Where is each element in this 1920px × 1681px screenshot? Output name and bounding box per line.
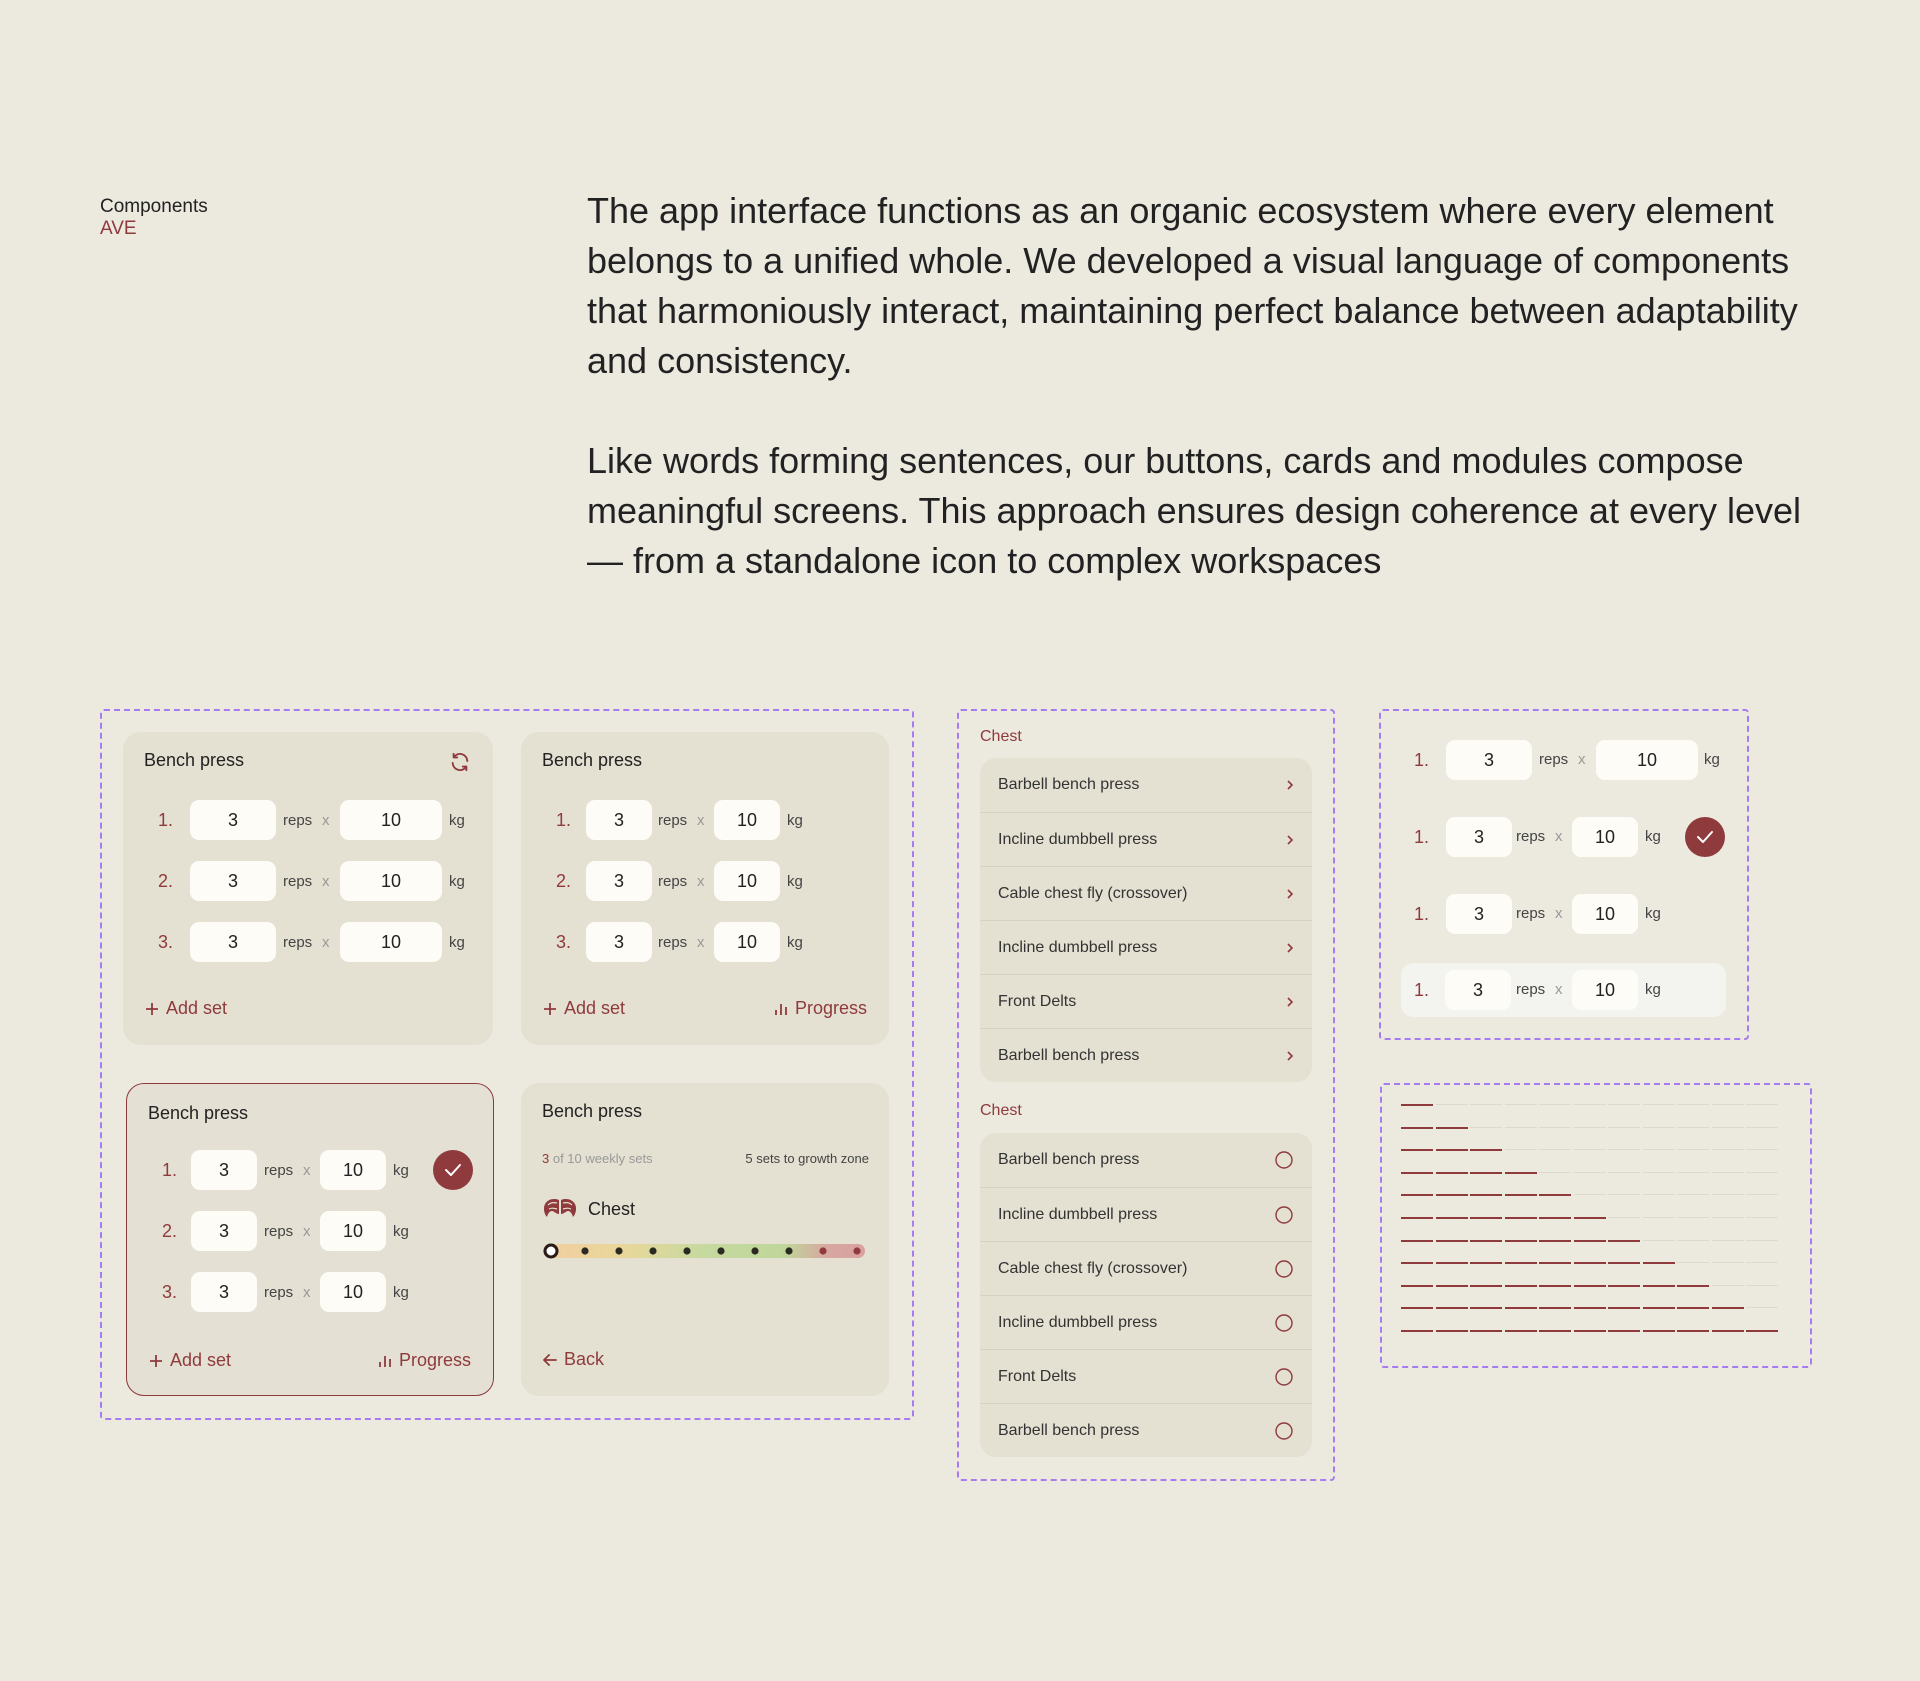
radio-icon	[1274, 1259, 1294, 1279]
set-number: 2.	[158, 870, 174, 891]
volume-bar-empty	[1574, 1149, 1606, 1150]
volume-bar-empty	[1746, 1194, 1778, 1195]
volume-bar-filled	[1505, 1217, 1537, 1219]
track-dot	[785, 1247, 792, 1254]
reps-input[interactable]: 3	[190, 861, 276, 901]
set-row-completed	[1402, 817, 1726, 857]
weight-input[interactable]: 10	[340, 861, 442, 901]
volume-bar-empty	[1712, 1149, 1744, 1150]
reps-unit: reps	[1516, 981, 1546, 998]
reps-unit: reps	[283, 933, 313, 951]
weight-input[interactable]: 10	[714, 922, 780, 962]
intro-paragraph-2: Like words forming sentences, our buttons, cards and modules compose meaningful screens. This approach ensures design coherence at every level — from a standalone icon to complex workspaces	[587, 440, 1802, 581]
plus-icon	[149, 1354, 163, 1368]
exercise-card-editable	[123, 732, 493, 1045]
radio-icon	[1274, 1150, 1294, 1170]
volume-bar-empty	[1608, 1217, 1640, 1218]
chevron-right-icon	[1286, 888, 1294, 900]
volume-bar-filled	[1677, 1285, 1709, 1287]
track-dot	[751, 1247, 758, 1254]
chevron-right-icon	[1286, 779, 1294, 791]
volume-bar-empty	[1643, 1149, 1675, 1150]
track-dot	[717, 1247, 724, 1254]
reps-input[interactable]: 3	[1446, 817, 1512, 857]
volume-bar-empty	[1539, 1172, 1571, 1173]
times-sign: x	[322, 811, 330, 829]
reps-unit: reps	[658, 933, 688, 951]
times-sign: x	[322, 933, 330, 951]
volume-bar-filled	[1401, 1240, 1433, 1242]
weight-input[interactable]: 10	[340, 800, 442, 840]
volume-bar-empty	[1539, 1149, 1571, 1150]
weight-input[interactable]: 10	[714, 861, 780, 901]
add-set-button[interactable]	[543, 998, 625, 1019]
kg-unit: kg	[787, 811, 803, 829]
reps-unit: reps	[283, 872, 313, 890]
track-dot	[581, 1247, 588, 1254]
times-sign: x	[1555, 981, 1563, 998]
volume-bar-filled	[1401, 1194, 1433, 1196]
volume-bar-empty	[1712, 1127, 1744, 1128]
reps-input[interactable]: 3	[1445, 970, 1511, 1010]
list-item-label: Barbell bench press	[998, 1421, 1140, 1439]
volume-bar-filled	[1401, 1307, 1433, 1309]
weekly-sets-count	[542, 1151, 653, 1166]
volume-bar-empty	[1746, 1149, 1778, 1150]
reps-input[interactable]: 3	[191, 1211, 257, 1251]
list-item-label: Incline dumbbell press	[998, 938, 1158, 956]
kg-unit: kg	[449, 872, 465, 890]
volume-bar-filled	[1539, 1330, 1571, 1332]
volume-bar-filled	[1436, 1330, 1468, 1332]
volume-bar-filled	[1436, 1149, 1468, 1151]
volume-bar-filled	[1401, 1104, 1433, 1106]
volume-bar-filled	[1539, 1240, 1571, 1242]
bar-chart-icon	[774, 1002, 788, 1016]
intro-text	[587, 186, 1837, 586]
set-number: 1.	[556, 809, 572, 830]
chest-muscle-icon	[542, 1197, 578, 1221]
volume-bar-empty	[1677, 1194, 1709, 1195]
volume-bar-filled	[1539, 1262, 1571, 1264]
reps-unit: reps	[658, 811, 688, 829]
volume-bar-filled	[1505, 1194, 1537, 1196]
volume-bar-empty	[1712, 1194, 1744, 1195]
volume-bar-filled	[1712, 1330, 1744, 1332]
set-complete-button[interactable]	[433, 1150, 473, 1190]
progress-label: Progress	[794, 998, 867, 1018]
set-number: 1.	[162, 1159, 178, 1180]
volume-bar-empty	[1712, 1172, 1744, 1173]
set-number: 1.	[1414, 750, 1430, 770]
times-sign: x	[697, 933, 705, 951]
set-row-default	[1402, 740, 1726, 780]
list-item-label: Incline dumbbell press	[998, 1205, 1158, 1223]
sets-text: of 10 weekly sets	[549, 1151, 653, 1166]
set-number: 1.	[1414, 980, 1430, 1000]
volume-bar-empty	[1643, 1217, 1675, 1218]
reps-unit: reps	[658, 872, 688, 890]
volume-bar-empty	[1608, 1194, 1640, 1195]
volume-bar-filled	[1643, 1262, 1675, 1264]
volume-bar-filled	[1436, 1240, 1468, 1242]
volume-bar-empty	[1574, 1194, 1606, 1195]
volume-bar-empty	[1608, 1127, 1640, 1128]
reps-input[interactable]: 3	[1446, 740, 1532, 780]
volume-bar-filled	[1574, 1262, 1606, 1264]
volume-bar-empty	[1539, 1104, 1571, 1105]
weight-input[interactable]: 10	[714, 800, 780, 840]
volume-bar-empty	[1505, 1127, 1537, 1128]
volume-bar-filled	[1401, 1172, 1433, 1174]
volume-bar-filled	[1401, 1330, 1433, 1332]
list-item[interactable]	[980, 1028, 1312, 1082]
reps-input[interactable]: 3	[191, 1150, 257, 1190]
radio-icon	[1274, 1367, 1294, 1387]
times-sign: x	[303, 1222, 311, 1240]
refresh-icon[interactable]	[449, 751, 471, 773]
back-label: Back	[564, 1349, 605, 1369]
volume-bar-filled	[1643, 1307, 1675, 1309]
times-sign: x	[322, 872, 330, 890]
volume-bar-filled	[1608, 1330, 1640, 1332]
volume-bar-filled	[1470, 1149, 1502, 1151]
exercise-card-progress	[521, 732, 889, 1045]
volume-bar-filled	[1401, 1149, 1433, 1151]
volume-bar-filled	[1643, 1285, 1675, 1287]
reps-input[interactable]: 3	[191, 1272, 257, 1312]
bar-chart-icon	[378, 1354, 392, 1368]
volume-bar-empty	[1643, 1240, 1675, 1241]
volume-bar-empty	[1677, 1217, 1709, 1218]
volume-bar-empty	[1746, 1217, 1778, 1218]
volume-bar-empty	[1746, 1127, 1778, 1128]
kg-unit: kg	[393, 1283, 409, 1301]
set-complete-button[interactable]	[1685, 817, 1725, 857]
track-current-marker	[545, 1245, 557, 1257]
list-item[interactable]	[980, 974, 1312, 1028]
volume-bar-empty	[1746, 1307, 1778, 1308]
reps-unit: reps	[1516, 828, 1546, 845]
kg-unit: kg	[1645, 905, 1661, 922]
volume-bar-empty	[1505, 1149, 1537, 1150]
volume-bar-empty	[1574, 1104, 1606, 1105]
reps-unit: reps	[283, 811, 313, 829]
set-number: 1.	[1414, 827, 1430, 847]
times-sign: x	[697, 811, 705, 829]
reps-input[interactable]: 3	[190, 800, 276, 840]
volume-bar-filled	[1436, 1307, 1468, 1309]
kg-unit: kg	[393, 1161, 409, 1179]
set-number: 1.	[158, 809, 174, 830]
muscle-group	[542, 1197, 635, 1221]
volume-bar-empty	[1677, 1149, 1709, 1150]
volume-bars	[1401, 1104, 1773, 1334]
track-dot	[615, 1247, 622, 1254]
weight-input[interactable]: 10	[1572, 894, 1638, 934]
volume-bar-filled	[1470, 1240, 1502, 1242]
kg-unit: kg	[787, 872, 803, 890]
kg-unit: kg	[393, 1222, 409, 1240]
volume-bar-filled	[1505, 1262, 1537, 1264]
reps-input[interactable]: 3	[586, 800, 652, 840]
add-set-button[interactable]	[149, 1350, 231, 1371]
reps-unit: reps	[264, 1161, 294, 1179]
volume-bar-filled	[1539, 1217, 1571, 1219]
volume-bar-filled	[1712, 1307, 1744, 1309]
volume-bar-filled	[1608, 1285, 1640, 1287]
volume-bar-empty	[1470, 1104, 1502, 1105]
card-title: Bench press	[542, 1101, 643, 1121]
add-set-label: Add set	[166, 998, 228, 1018]
progress-label: Progress	[398, 1350, 471, 1370]
set-number: 2.	[162, 1220, 178, 1241]
list-item[interactable]	[980, 758, 1312, 812]
volume-bar-empty	[1712, 1104, 1744, 1105]
track-dot	[853, 1247, 860, 1254]
kg-unit: kg	[1645, 981, 1661, 998]
volume-bar-filled	[1574, 1240, 1606, 1242]
volume-bar-filled	[1470, 1307, 1502, 1309]
reps-unit: reps	[264, 1222, 294, 1240]
times-sign: x	[1578, 751, 1586, 768]
chevron-right-icon	[1286, 996, 1294, 1008]
volume-bar-empty	[1746, 1104, 1778, 1105]
radio-icon	[1274, 1421, 1294, 1441]
progress-button[interactable]	[378, 1350, 471, 1371]
volume-bar-filled	[1608, 1307, 1640, 1309]
list-item[interactable]	[980, 1241, 1312, 1295]
list-item[interactable]	[980, 1349, 1312, 1403]
add-set-button[interactable]	[145, 998, 227, 1019]
list-item[interactable]	[980, 1133, 1312, 1187]
reps-input[interactable]: 3	[586, 861, 652, 901]
muscle-name: Chest	[588, 1198, 636, 1219]
volume-bar-filled	[1677, 1307, 1709, 1309]
volume-bar-filled	[1677, 1330, 1709, 1332]
list-item-label: Barbell bench press	[998, 776, 1140, 793]
weight-input[interactable]: 10	[1572, 970, 1638, 1010]
volume-bar-filled	[1505, 1307, 1537, 1309]
plus-icon	[145, 1002, 159, 1016]
list-item-label: Cable chest fly (crossover)	[998, 884, 1188, 902]
volume-bar-empty	[1677, 1104, 1709, 1105]
volume-bar-empty	[1574, 1172, 1606, 1173]
volume-bar-empty	[1712, 1285, 1744, 1286]
list-caption: Chest	[980, 1102, 1022, 1119]
kg-unit: kg	[1645, 828, 1661, 845]
growth-zone-hint: 5 sets to growth zone	[745, 1151, 869, 1166]
chevron-right-icon	[1286, 834, 1294, 846]
set-row-highlighted	[1401, 963, 1726, 1017]
radio-icon	[1274, 1205, 1294, 1225]
weekly-progress-track	[541, 1241, 867, 1261]
volume-bar-filled	[1436, 1262, 1468, 1264]
volume-bar-empty	[1643, 1194, 1675, 1195]
back-button[interactable]	[543, 1349, 604, 1370]
progress-button[interactable]	[774, 998, 867, 1019]
volume-bar-empty	[1712, 1240, 1744, 1241]
volume-bar-empty	[1712, 1217, 1744, 1218]
list-item-label: Cable chest fly (crossover)	[998, 1259, 1188, 1277]
volume-bar-empty	[1643, 1172, 1675, 1173]
track-dot	[819, 1247, 826, 1254]
volume-bar-filled	[1470, 1330, 1502, 1332]
weight-input[interactable]: 10	[320, 1211, 386, 1251]
volume-bar-filled	[1470, 1285, 1502, 1287]
volume-bar-filled	[1505, 1240, 1537, 1242]
volume-bar-empty	[1505, 1104, 1537, 1105]
brand-name: AVE	[100, 218, 137, 239]
volume-bar-filled	[1436, 1127, 1468, 1129]
volume-bar-filled	[1643, 1330, 1675, 1332]
volume-bar-filled	[1539, 1307, 1571, 1309]
volume-bar-filled	[1401, 1127, 1433, 1129]
check-icon	[444, 1163, 462, 1177]
radio-icon	[1274, 1313, 1294, 1333]
list-item[interactable]	[980, 1295, 1312, 1349]
weight-input[interactable]: 10	[320, 1272, 386, 1312]
reps-unit: reps	[264, 1283, 294, 1301]
card-title: Bench press	[144, 750, 245, 770]
volume-bar-filled	[1436, 1217, 1468, 1219]
list-item[interactable]	[980, 1187, 1312, 1241]
volume-bar-filled	[1574, 1307, 1606, 1309]
chevron-right-icon	[1286, 1050, 1294, 1062]
volume-bar-filled	[1436, 1172, 1468, 1174]
reps-input[interactable]: 3	[586, 922, 652, 962]
volume-bar-filled	[1470, 1194, 1502, 1196]
times-sign: x	[303, 1161, 311, 1179]
weight-input[interactable]: 10	[1572, 817, 1638, 857]
exercise-nav-list	[980, 758, 1312, 1082]
reps-input[interactable]: 3	[190, 922, 276, 962]
volume-bar-filled	[1608, 1262, 1640, 1264]
reps-unit: reps	[1516, 905, 1546, 922]
set-number: 3.	[556, 931, 572, 952]
kg-unit: kg	[1704, 751, 1720, 768]
weight-input[interactable]: 10	[320, 1150, 386, 1190]
chevron-right-icon	[1286, 942, 1294, 954]
set-row-compact	[1402, 894, 1726, 934]
volume-bar-filled	[1436, 1194, 1468, 1196]
volume-bar-empty	[1436, 1104, 1468, 1105]
list-item-label: Barbell bench press	[998, 1151, 1140, 1168]
volume-bar-filled	[1539, 1285, 1571, 1287]
volume-bar-filled	[1401, 1217, 1433, 1219]
add-set-label: Add set	[170, 1350, 232, 1370]
volume-bar-filled	[1746, 1330, 1778, 1332]
list-caption: Chest	[980, 728, 1022, 745]
set-number: 3.	[162, 1281, 178, 1302]
volume-bar-filled	[1505, 1172, 1537, 1174]
volume-bar-empty	[1712, 1262, 1744, 1263]
weight-input[interactable]: 10	[340, 922, 442, 962]
list-item-label: Barbell bench press	[998, 1046, 1140, 1064]
reps-input[interactable]: 3	[1446, 894, 1512, 934]
volume-bar-empty	[1746, 1240, 1778, 1241]
add-set-label: Add set	[564, 998, 626, 1018]
track-dot	[683, 1247, 690, 1254]
list-item[interactable]	[980, 920, 1312, 974]
set-number: 3.	[158, 931, 174, 952]
times-sign: x	[1555, 905, 1563, 922]
volume-bar-filled	[1574, 1285, 1606, 1287]
times-sign: x	[697, 872, 705, 890]
volume-bar-empty	[1574, 1127, 1606, 1128]
volume-bar-filled	[1436, 1285, 1468, 1287]
card-title: Bench press	[148, 1103, 249, 1123]
volume-bar-empty	[1677, 1262, 1709, 1263]
volume-bar-empty	[1470, 1127, 1502, 1128]
volume-bar-filled	[1470, 1217, 1502, 1219]
kg-unit: kg	[787, 933, 803, 951]
volume-bar-empty	[1643, 1127, 1675, 1128]
volume-bar-empty	[1677, 1172, 1709, 1173]
set-number: 2.	[556, 870, 572, 891]
volume-bar-empty	[1539, 1127, 1571, 1128]
volume-bar-empty	[1677, 1127, 1709, 1128]
volume-bar-empty	[1608, 1172, 1640, 1173]
volume-bar-filled	[1470, 1262, 1502, 1264]
card-title: Bench press	[542, 750, 643, 770]
volume-bar-empty	[1643, 1104, 1675, 1105]
volume-bar-filled	[1505, 1330, 1537, 1332]
list-item[interactable]	[980, 812, 1312, 866]
check-icon	[1696, 830, 1714, 844]
volume-bar-empty	[1746, 1262, 1778, 1263]
track-dot	[649, 1247, 656, 1254]
set-number: 1.	[1414, 904, 1430, 924]
volume-bar-filled	[1505, 1285, 1537, 1287]
times-sign: x	[303, 1283, 311, 1301]
exercise-select-list	[980, 1133, 1312, 1457]
weekly-sets-card	[521, 1083, 889, 1396]
page-header-label: Components	[100, 196, 208, 217]
volume-bar-empty	[1608, 1104, 1640, 1105]
volume-bar-filled	[1470, 1172, 1502, 1174]
reps-unit: reps	[1539, 751, 1569, 768]
volume-bar-filled	[1539, 1194, 1571, 1196]
volume-bar-filled	[1401, 1285, 1433, 1287]
arrow-left-icon	[543, 1353, 557, 1367]
kg-unit: kg	[449, 811, 465, 829]
plus-icon	[543, 1002, 557, 1016]
list-item[interactable]	[980, 1403, 1312, 1457]
volume-bar-filled	[1608, 1240, 1640, 1242]
weight-input[interactable]: 10	[1596, 740, 1698, 780]
volume-bar-filled	[1574, 1330, 1606, 1332]
list-item-label: Front Delts	[998, 1367, 1077, 1385]
list-item-label: Incline dumbbell press	[998, 1313, 1158, 1331]
volume-bar-empty	[1608, 1149, 1640, 1150]
kg-unit: kg	[449, 933, 465, 951]
exercise-card-active	[126, 1083, 494, 1396]
volume-bar-empty	[1746, 1172, 1778, 1173]
volume-bar-empty	[1746, 1285, 1778, 1286]
volume-bar-filled	[1401, 1262, 1433, 1264]
list-item-label: Incline dumbbell press	[998, 830, 1158, 848]
list-item-label: Front Delts	[998, 992, 1077, 1010]
list-item[interactable]	[980, 866, 1312, 920]
sets-done: 3	[542, 1151, 550, 1166]
intro-paragraph-1: The app interface functions as an organic ecosystem where every element belongs to a unified whole. We developed a visual language of components that harmoniously interact, maintaining perfect balance between adaptability and consistency.	[587, 190, 1798, 381]
volume-bar-filled	[1574, 1217, 1606, 1219]
volume-bar-empty	[1677, 1240, 1709, 1241]
times-sign: x	[1555, 828, 1563, 845]
